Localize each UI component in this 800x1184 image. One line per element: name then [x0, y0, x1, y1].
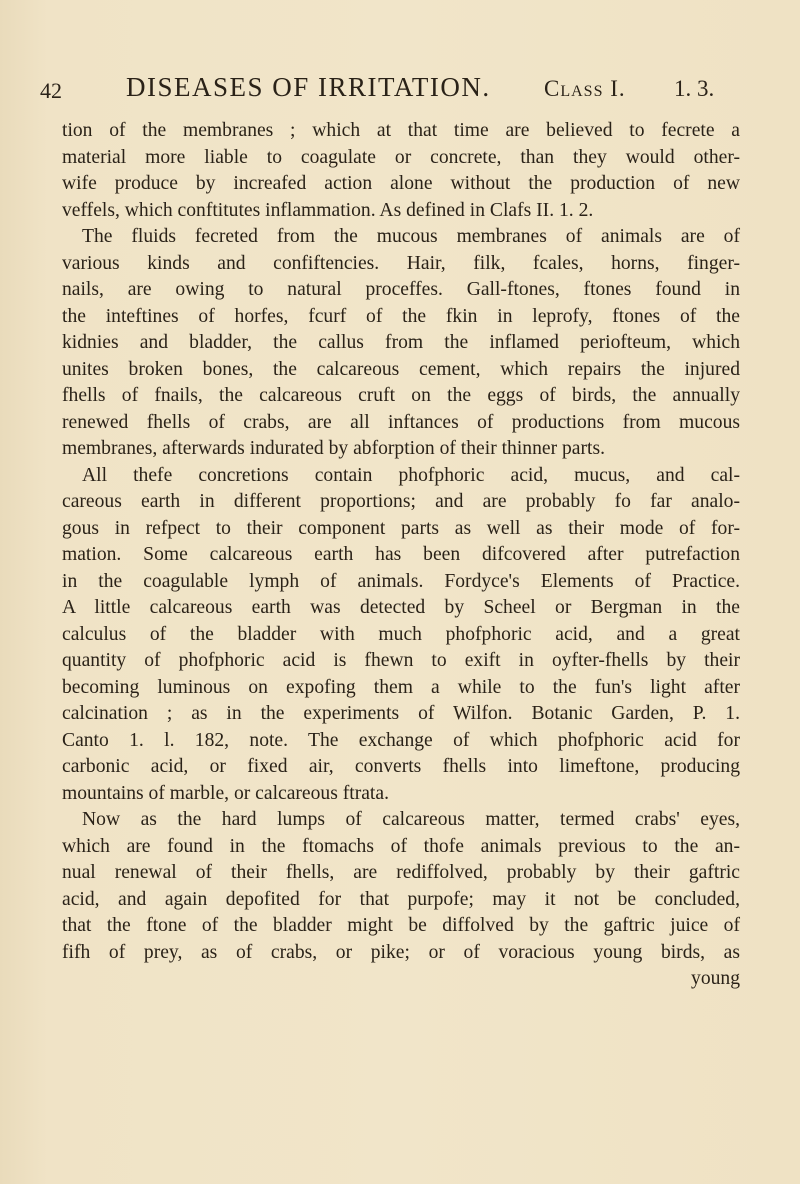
text-line: tion of the membranes ; which at that time are believed to fecrete a: [62, 120, 740, 141]
class-label: Class I.: [544, 76, 626, 101]
text-line: fifh of prey, as of crabs, or pike; or of voracious young birds, as: [62, 941, 740, 963]
text-line: gous in refpect to their component parts as well as their mode of for-: [62, 517, 740, 539]
text-line: carbonic acid, or fixed air, converts fhells into limeftone, producing: [62, 756, 740, 777]
text-line: calcination ; as in the experiments of Wilfon. Botanic Garden, P. 1.: [62, 703, 740, 724]
text-line: quantity of phofphoric acid is fhewn to exift in oyfter-fhells by their: [62, 650, 740, 671]
text-line: Canto 1. l. 182, note. The exchange of which phofphoric acid for: [62, 729, 740, 751]
running-header: [40, 72, 760, 108]
running-title: DISEASES OF IRRITATION.: [126, 72, 491, 102]
text-line: the inteftines of horfes, fcurf of the fkin in leprofy, ftones of the: [62, 305, 740, 327]
catchword: young: [691, 968, 740, 989]
text-line: that the ftone of the bladder might be diffolved by the gaftric juice of: [62, 915, 740, 936]
text-line: kidnies and bladder, the callus from the inflamed periofteum, which: [62, 332, 740, 353]
text-line: nual renewal of their fhells, are rediffolved, probably by their gaftric: [62, 862, 740, 883]
text-line: membranes, afterwards indurated by abforption of their thinner parts.: [62, 438, 605, 459]
text-line: careous earth in different proportions; and are probably fo far analo-: [62, 491, 740, 512]
text-line: nails, are owing to natural proceffes. Gall-ftones, ftones found in: [62, 279, 740, 300]
text-line: various kinds and confiftencies. Hair, filk, fcales, horns, finger-: [62, 252, 740, 274]
body-text: [62, 118, 740, 993]
text-line: material more liable to coagulate or concrete, than they would other-: [62, 146, 740, 168]
text-line: veffels, which conftitutes inflammation. As defined in Clafs II. 1. 2.: [62, 199, 594, 221]
text-line: The fluids fecreted from the mucous membranes of animals are of: [82, 226, 740, 247]
text-line: A little calcareous earth was detected by Scheel or Bergman in the: [62, 597, 740, 618]
text-line: Now as the hard lumps of calcareous matter, termed crabs' eyes,: [82, 809, 740, 830]
text-line: in the coagulable lymph of animals. Fordyce's Elements of Practice.: [62, 570, 740, 592]
page-number: 42: [40, 78, 62, 103]
text-line: which are found in the ftomachs of thofe animals previous to the an-: [62, 835, 740, 857]
section-number: 1. 3.: [674, 76, 715, 101]
text-line: calculus of the bladder with much phofphoric acid, and a great: [62, 623, 740, 645]
text-line: renewed fhells of crabs, are all inftances of productions from mucous: [62, 411, 740, 433]
text-line: mation. Some calcareous earth has been difcovered after putrefaction: [62, 544, 740, 565]
text-line: unites broken bones, the calcareous cement, which repairs the injured: [62, 358, 740, 380]
text-line: mountains of marble, or calcareous ftrata.: [62, 782, 389, 804]
text-line: fhells of fnails, the calcareous cruft on the eggs of birds, the annually: [62, 385, 740, 406]
text-line: All thefe concretions contain phofphoric acid, mucus, and cal-: [82, 464, 740, 486]
text-line: acid, and again depofited for that purpofe; may it not be concluded,: [62, 888, 740, 910]
text-line: wife produce by increafed action alone without the production of new: [62, 173, 740, 194]
text-line: becoming luminous on expofing them a while to the fun's light after: [62, 676, 740, 698]
